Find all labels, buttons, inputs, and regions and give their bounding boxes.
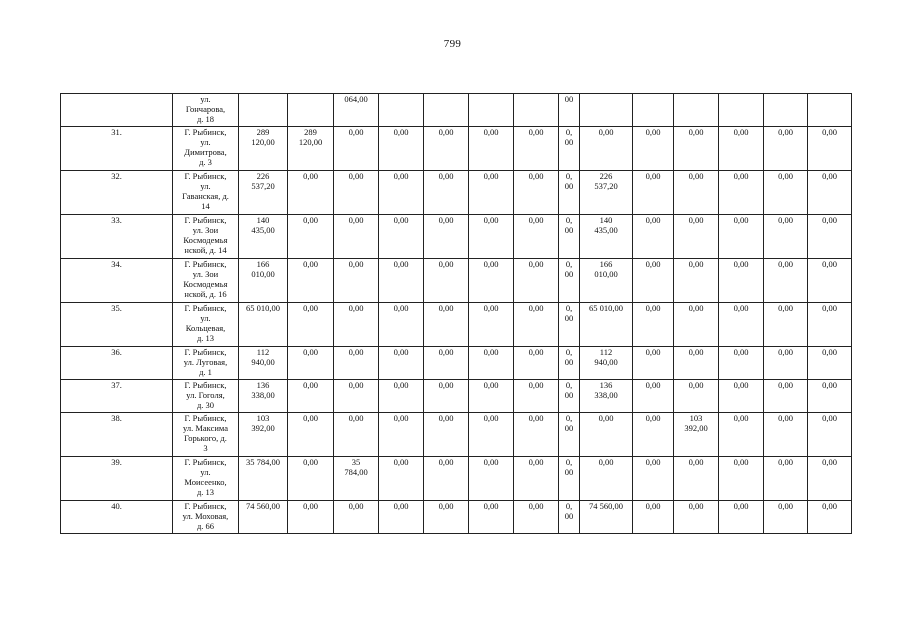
row-number-cell: 37.	[61, 380, 173, 413]
value-cell	[288, 94, 334, 127]
value-cell: 0,00	[379, 347, 424, 380]
value-cell: 0,00	[514, 259, 559, 303]
value-cell	[633, 94, 674, 127]
value-cell: 0,00	[334, 413, 379, 457]
value-cell: 0,00	[764, 413, 808, 457]
value-cell: 0,00	[334, 259, 379, 303]
value-cell: 166 010,00	[580, 259, 633, 303]
value-cell: 0,00	[764, 380, 808, 413]
value-cell: 65 010,00	[580, 303, 633, 347]
table-row	[61, 127, 852, 171]
value-cell: 0, 00	[559, 501, 580, 534]
value-cell: 0,00	[424, 215, 469, 259]
value-cell: 0,00	[334, 127, 379, 171]
value-cell: 166 010,00	[239, 259, 288, 303]
value-cell: 0,00	[288, 259, 334, 303]
row-number-cell: 38.	[61, 413, 173, 457]
value-cell: 0,00	[469, 215, 514, 259]
value-cell: 0,00	[514, 380, 559, 413]
value-cell: 0,00	[808, 303, 852, 347]
address-cell: ул. Гончарова, д. 18	[173, 94, 239, 127]
value-cell: 0,00	[764, 501, 808, 534]
value-cell: 0,00	[379, 215, 424, 259]
value-cell: 0,00	[719, 127, 764, 171]
value-cell: 0,00	[674, 380, 719, 413]
value-cell	[424, 94, 469, 127]
value-cell: 35 784,00	[334, 457, 379, 501]
value-cell: 0,00	[514, 457, 559, 501]
value-cell: 103 392,00	[239, 413, 288, 457]
value-cell: 103 392,00	[674, 413, 719, 457]
address-cell: Г. Рыбинск, ул. Моисеенко, д. 13	[173, 457, 239, 501]
value-cell: 0,00	[808, 215, 852, 259]
value-cell: 0,00	[808, 380, 852, 413]
value-cell: 0,00	[288, 380, 334, 413]
address-cell: Г. Рыбинск, ул. Гоголя, д. 30	[173, 380, 239, 413]
value-cell: 0,00	[379, 501, 424, 534]
value-cell: 0,00	[379, 413, 424, 457]
value-cell: 0,00	[334, 215, 379, 259]
table-row	[61, 259, 852, 303]
value-cell: 0,00	[633, 303, 674, 347]
value-cell: 0,00	[719, 380, 764, 413]
value-cell: 0,00	[633, 215, 674, 259]
value-cell: 112 940,00	[239, 347, 288, 380]
value-cell: 00	[559, 94, 580, 127]
value-cell: 0,00	[334, 347, 379, 380]
value-cell: 0,00	[514, 171, 559, 215]
table-row	[61, 303, 852, 347]
value-cell: 0,00	[424, 303, 469, 347]
value-cell: 0,00	[764, 127, 808, 171]
address-cell: Г. Рыбинск, ул. Димитрова, д. 3	[173, 127, 239, 171]
value-cell: 0,00	[514, 501, 559, 534]
value-cell: 0,00	[719, 171, 764, 215]
value-cell: 0,00	[334, 380, 379, 413]
value-cell	[674, 94, 719, 127]
register-table	[60, 93, 852, 534]
value-cell: 35 784,00	[239, 457, 288, 501]
value-cell: 0,00	[719, 501, 764, 534]
row-number-cell: 40.	[61, 501, 173, 534]
table-row	[61, 171, 852, 215]
value-cell: 0, 00	[559, 259, 580, 303]
row-number-cell	[61, 94, 173, 127]
value-cell: 0, 00	[559, 171, 580, 215]
value-cell: 0,00	[424, 413, 469, 457]
value-cell: 0,00	[288, 413, 334, 457]
value-cell: 0, 00	[559, 380, 580, 413]
value-cell	[239, 94, 288, 127]
value-cell: 0,00	[469, 413, 514, 457]
value-cell	[808, 94, 852, 127]
value-cell: 0,00	[424, 380, 469, 413]
value-cell: 0,00	[674, 127, 719, 171]
value-cell: 0,00	[469, 303, 514, 347]
value-cell: 0,00	[379, 380, 424, 413]
value-cell: 0,00	[674, 303, 719, 347]
value-cell: 0,00	[719, 303, 764, 347]
value-cell: 0,00	[469, 127, 514, 171]
value-cell: 140 435,00	[580, 215, 633, 259]
address-cell: Г. Рыбинск, ул. Моховая, д. 66	[173, 501, 239, 534]
value-cell: 0,00	[808, 457, 852, 501]
value-cell: 0,00	[633, 413, 674, 457]
value-cell: 0,00	[633, 457, 674, 501]
value-cell: 0,00	[674, 259, 719, 303]
row-number-cell: 34.	[61, 259, 173, 303]
value-cell: 0,00	[808, 259, 852, 303]
value-cell: 0,00	[424, 127, 469, 171]
value-cell: 0,00	[580, 127, 633, 171]
table-row	[61, 347, 852, 380]
value-cell: 0,00	[469, 259, 514, 303]
value-cell: 0,00	[334, 303, 379, 347]
value-cell: 0, 00	[559, 303, 580, 347]
value-cell: 0,00	[469, 501, 514, 534]
value-cell: 65 010,00	[239, 303, 288, 347]
value-cell: 0,00	[424, 259, 469, 303]
value-cell: 0,00	[334, 501, 379, 534]
value-cell: 0,00	[424, 171, 469, 215]
value-cell: 0,00	[674, 457, 719, 501]
value-cell: 74 560,00	[580, 501, 633, 534]
value-cell	[469, 94, 514, 127]
value-cell: 0,00	[808, 127, 852, 171]
value-cell: 0,00	[514, 303, 559, 347]
table-row	[61, 457, 852, 501]
value-cell: 0,00	[633, 259, 674, 303]
value-cell: 0,00	[288, 501, 334, 534]
value-cell: 0,00	[469, 171, 514, 215]
value-cell: 0,00	[808, 347, 852, 380]
value-cell	[764, 94, 808, 127]
value-cell: 0,00	[379, 259, 424, 303]
value-cell: 0,00	[633, 501, 674, 534]
row-number-cell: 36.	[61, 347, 173, 380]
value-cell: 0,00	[764, 215, 808, 259]
value-cell: 0,00	[808, 501, 852, 534]
value-cell: 0,00	[514, 215, 559, 259]
value-cell: 136 338,00	[239, 380, 288, 413]
value-cell: 0,00	[424, 347, 469, 380]
value-cell: 0,00	[764, 259, 808, 303]
value-cell: 140 435,00	[239, 215, 288, 259]
value-cell: 74 560,00	[239, 501, 288, 534]
value-cell: 226 537,20	[580, 171, 633, 215]
value-cell: 0,00	[469, 347, 514, 380]
value-cell: 0, 00	[559, 347, 580, 380]
value-cell: 0,00	[379, 303, 424, 347]
value-cell: 0,00	[469, 380, 514, 413]
value-cell: 0,00	[674, 171, 719, 215]
value-cell: 0,00	[764, 347, 808, 380]
value-cell: 0,00	[764, 303, 808, 347]
value-cell	[514, 94, 559, 127]
value-cell: 0,00	[288, 457, 334, 501]
value-cell: 0,00	[808, 171, 852, 215]
value-cell: 064,00	[334, 94, 379, 127]
value-cell: 0,00	[424, 457, 469, 501]
table-row	[61, 94, 852, 127]
value-cell: 0,00	[514, 413, 559, 457]
value-cell: 0,00	[719, 457, 764, 501]
value-cell: 0, 00	[559, 413, 580, 457]
value-cell: 0,00	[580, 457, 633, 501]
value-cell: 0,00	[674, 501, 719, 534]
address-cell: Г. Рыбинск, ул. Кольцевая, д. 13	[173, 303, 239, 347]
value-cell	[580, 94, 633, 127]
value-cell: 0,00	[633, 347, 674, 380]
table-row	[61, 413, 852, 457]
table-row	[61, 380, 852, 413]
value-cell: 0,00	[633, 127, 674, 171]
value-cell: 0,00	[633, 171, 674, 215]
value-cell: 0,00	[719, 215, 764, 259]
row-number-cell: 39.	[61, 457, 173, 501]
row-number-cell: 35.	[61, 303, 173, 347]
value-cell: 0, 00	[559, 215, 580, 259]
value-cell: 0,00	[288, 171, 334, 215]
value-cell: 0,00	[288, 347, 334, 380]
table-row	[61, 215, 852, 259]
value-cell: 0,00	[424, 501, 469, 534]
value-cell: 0,00	[514, 127, 559, 171]
address-cell: Г. Рыбинск, ул. Максима Горького, д. 3	[173, 413, 239, 457]
value-cell	[719, 94, 764, 127]
value-cell: 0,00	[719, 259, 764, 303]
value-cell: 289 120,00	[239, 127, 288, 171]
page-number: 799	[443, 38, 462, 50]
value-cell: 0,00	[580, 413, 633, 457]
value-cell: 0,00	[379, 127, 424, 171]
value-cell: 0,00	[674, 215, 719, 259]
value-cell: 136 338,00	[580, 380, 633, 413]
value-cell: 0,00	[514, 347, 559, 380]
row-number-cell: 33.	[61, 215, 173, 259]
value-cell: 0,00	[674, 347, 719, 380]
value-cell: 112 940,00	[580, 347, 633, 380]
value-cell: 0,00	[288, 303, 334, 347]
value-cell: 0,00	[288, 215, 334, 259]
value-cell: 0, 00	[559, 457, 580, 501]
row-number-cell: 32.	[61, 171, 173, 215]
value-cell: 0,00	[633, 380, 674, 413]
value-cell: 289 120,00	[288, 127, 334, 171]
value-cell: 0,00	[334, 171, 379, 215]
value-cell: 0,00	[719, 413, 764, 457]
address-cell: Г. Рыбинск, ул. Зои Космодемья нской, д. 14	[173, 215, 239, 259]
address-cell: Г. Рыбинск, ул. Зои Космодемья нской, д. 16	[173, 259, 239, 303]
table-row	[61, 501, 852, 534]
value-cell: 0, 00	[559, 127, 580, 171]
value-cell: 0,00	[808, 413, 852, 457]
address-cell: Г. Рыбинск, ул. Гаванская, д. 14	[173, 171, 239, 215]
value-cell: 0,00	[379, 457, 424, 501]
value-cell: 226 537,20	[239, 171, 288, 215]
value-cell: 0,00	[469, 457, 514, 501]
value-cell: 0,00	[764, 457, 808, 501]
address-cell: Г. Рыбинск, ул. Луговая, д. 1	[173, 347, 239, 380]
value-cell: 0,00	[719, 347, 764, 380]
value-cell: 0,00	[379, 171, 424, 215]
row-number-cell: 31.	[61, 127, 173, 171]
value-cell	[379, 94, 424, 127]
value-cell: 0,00	[764, 171, 808, 215]
